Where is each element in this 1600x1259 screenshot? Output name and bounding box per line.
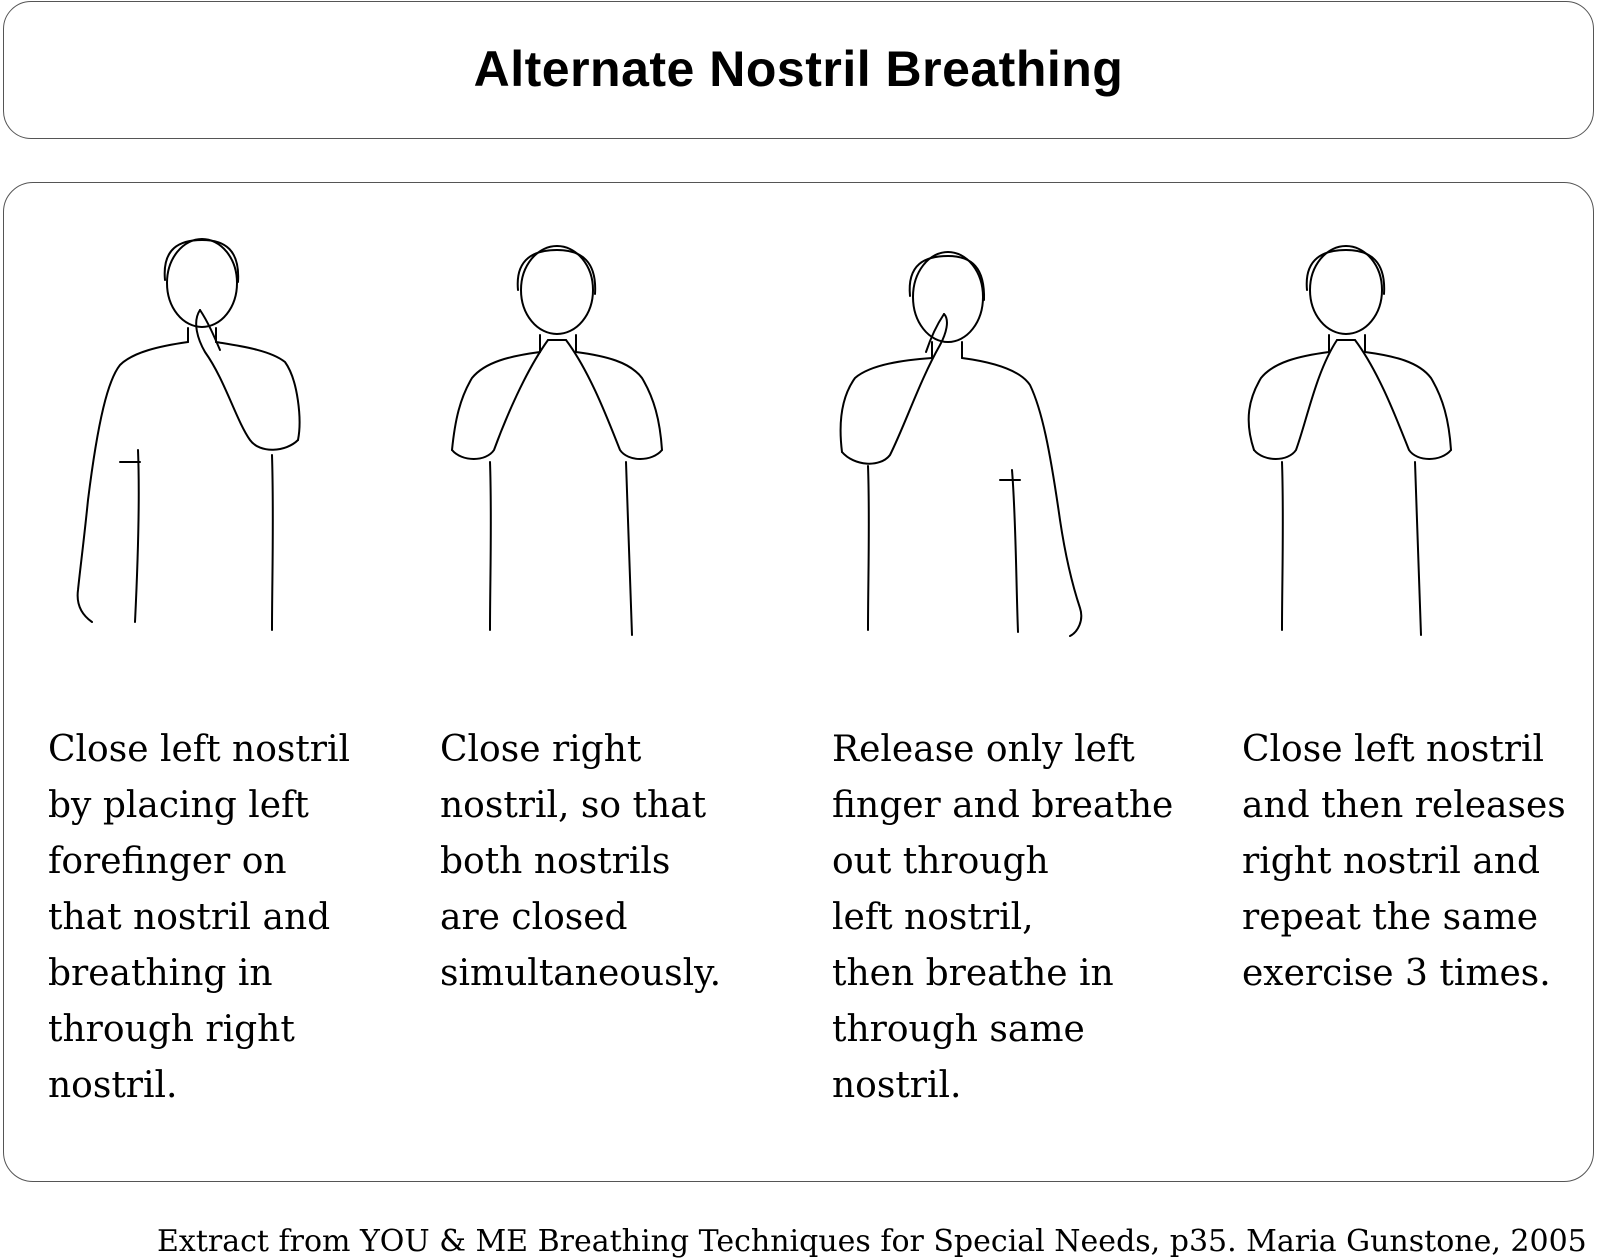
step-4-figure bbox=[1249, 246, 1451, 635]
step-2-instructions: Close right nostril, so that both nostrils are closed simultaneously. bbox=[440, 729, 722, 994]
step-3-figure bbox=[841, 252, 1082, 636]
step-2-figure bbox=[452, 246, 662, 635]
source-caption: Extract from YOU & ME Breathing Techniques for Special Needs, p35. Maria Gunstone, 2005 bbox=[157, 1224, 1587, 1259]
step-4-instructions: Close left nostril and then releases right nostril and repeat the same exercise 3 times. bbox=[1242, 729, 1566, 994]
step-1-instructions: Close left nostril by placing left forefinger on that nostril and breathing in through right nostril. bbox=[48, 729, 351, 1106]
step-1-figure bbox=[78, 239, 300, 630]
page-title: Alternate Nostril Breathing bbox=[473, 41, 1124, 97]
step-3-instructions: Release only left finger and breathe out through left nostril, then breathe in through same nostril. bbox=[832, 729, 1174, 1106]
